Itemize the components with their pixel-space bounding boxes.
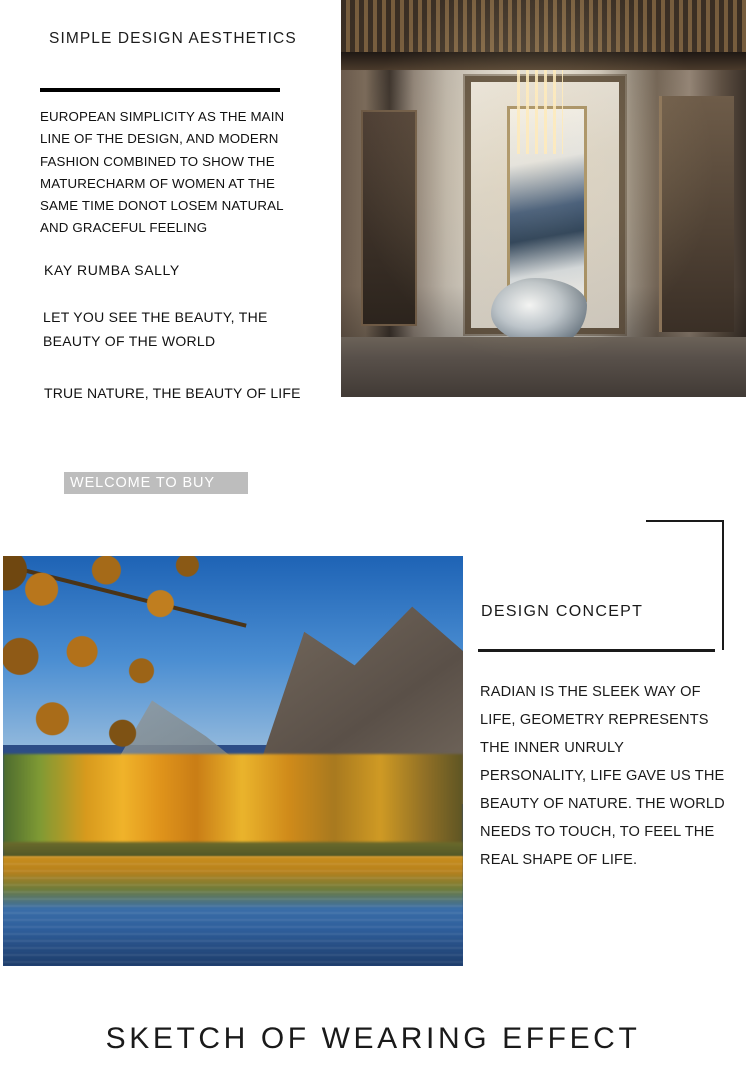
tagline-text: LET YOU SEE THE BEAUTY, THE BEAUTY OF THE WORLD	[43, 309, 268, 349]
welcome-banner-label: WELCOME TO BUY	[70, 475, 216, 491]
concept-divider	[478, 649, 715, 652]
lake-reflection	[3, 856, 463, 966]
lobby-interior-image	[341, 0, 746, 397]
welcome-banner	[64, 472, 248, 494]
intro-section	[0, 0, 746, 520]
footer-section	[0, 1010, 746, 1076]
footer-title: SKETCH OF WEARING EFFECT	[105, 1022, 641, 1055]
sub-tagline-text: TRUE NATURE, THE BEAUTY OF LIFE	[44, 385, 301, 401]
concept-section	[0, 520, 746, 960]
concept-title: DESIGN CONCEPT	[481, 603, 644, 620]
designer-signature: KAY RUMBA SALLY	[44, 262, 180, 278]
section-body-text: EUROPEAN SIMPLICITY AS THE MAIN LINE OF THE DESIGN, AND MODERN FASHION COMBINED TO SHOW THE MATURECHARM OF WOMEN AT THE SAME TIME DONOT LOSEM NATURAL AND GRACEFUL FEELING	[40, 109, 285, 236]
section-headline: SIMPLE DESIGN AESTHETICS	[49, 30, 297, 47]
concept-corner-rule-right	[722, 520, 724, 650]
concept-body-text: RADIAN IS THE SLEEK WAY OF LIFE, GEOMETRY REPRESENTS THE INNER UNRULY PERSONALITY, LIFE GAVE US THE BEAUTY OF NATURE. THE WORLD NEEDS TO TOUCH, TO FEEL THE REAL SHAPE OF LIFE.	[480, 684, 725, 868]
concept-corner-rule-top	[646, 520, 724, 522]
headline-divider	[40, 88, 280, 92]
foreground-foliage	[3, 556, 263, 786]
lobby-light-glow	[341, 0, 746, 397]
autumn-lake-image	[3, 556, 463, 966]
